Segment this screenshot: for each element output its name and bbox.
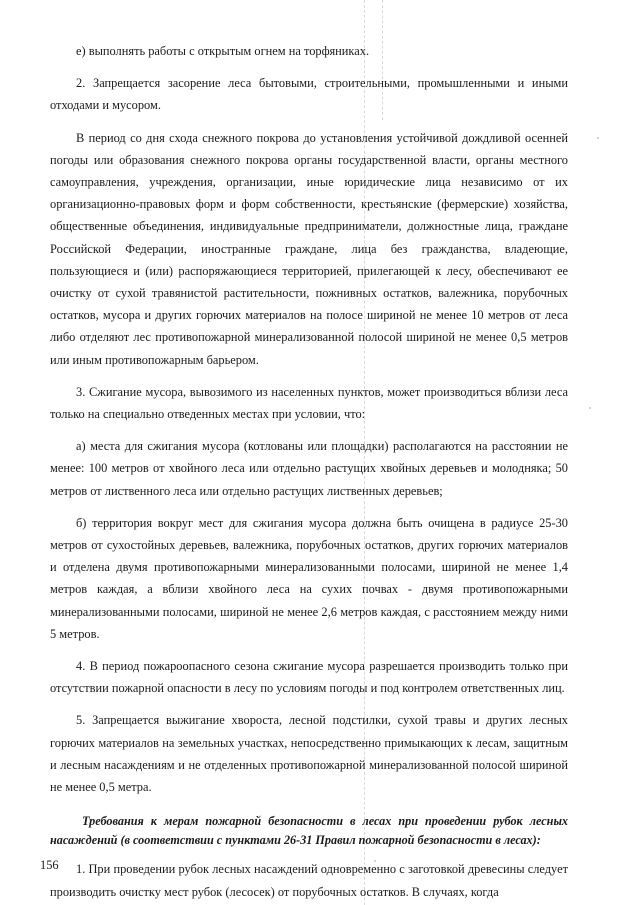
paragraph-3a-distances: а) места для сжигания мусора (котлованы или площадки) располагаются на расстоянии не менее: 100 метров от хвойного леса или отдельно растущих хвойных деревьев и молодняка; 50 метров от лиственного леса или отдельно растущих лиственных деревьев;	[50, 439, 568, 498]
scan-speck	[597, 137, 599, 139]
section-heading-main: Требования к мерам пожарной безопасности в лесах при проведении рубок лесных насаждений	[50, 814, 568, 848]
paragraph-logging-1: 1. При проведении рубок лесных насаждений одновременно с заготовкой древесины следует производить очистку мест рубок (лесосек) от порубочных остатков. В случаях, когда	[50, 862, 568, 899]
paragraph-2-littering: 2. Запрещается засорение леса бытовыми, строительными, промышленными и иными отходами и мусором.	[50, 76, 568, 113]
paragraph-e-peat-fire: е) выполнять работы с открытым огнем на торфяниках.	[76, 44, 370, 58]
section-heading-reference: (в соответствии с пунктами 26-31 Правил пожарной безопасности в лесах):	[120, 833, 541, 848]
document-body	[50, 40, 568, 903]
paragraph-snow-period-clearing: В период со дня схода снежного покрова до установления устойчивой дождливой осенней погоды или образования снежного покрова органы государственной власти, органы местного самоуправления, учреждения, организации, иные юридические лица независимо от их организационно-правовых форм и форм собственности, крестьянские (фермерские) хозяйства, общественные объединения, индивидуальные предприниматели, должностные лица, граждане Российской Федерации, иностранные граждане, лица без гражданства, владеющие, пользующиеся и (или) распоряжающиеся территорией, прилегающей к лесу, обеспечивают ее очистку от сухой травянистой растительности, пожнивных остатков, валежника, порубочных остатков, мусора и других горючих материалов на полосе шириной не менее 10 метров от леса либо отделяют лес противопожарной минерализованной полосой шириной не менее 0,5 метров или иным противопожарным барьером.	[50, 130, 568, 367]
scan-speck	[589, 407, 591, 409]
paragraph-5-no-burning: 5. Запрещается выжигание хвороста, лесной подстилки, сухой травы и других лесных горючих материалов на земельных участках, непосредственно примыкающих к лесам, защитным и лесным насаждениям и не отделенных противопожарной минерализованной полосой шириной не менее 0,5 метра.	[50, 713, 568, 795]
section-heading	[50, 812, 568, 850]
paragraph-4-fire-season: 4. В период пожароопасного сезона сжигание мусора разрешается производить только при отсутствии пожарной опасности в лесу по условиям погоды и под контролем ответственных лиц.	[50, 659, 568, 696]
paragraph-3-burning-waste: 3. Сжигание мусора, вывозимого из населенных пунктов, может производиться вблизи леса только на специально отведенных местах при условии, что:	[50, 384, 568, 422]
page-number: 156	[40, 858, 59, 872]
paragraph-3b-clearing-radius: б) территория вокруг мест для сжигания мусора должна быть очищена в радиусе 25-30 метров от сухостойных деревьев, валежника, порубочных остатков, других горючих материалов и отделена двумя противопожарными минерализованными полосами, шириной не менее 1,4 метров каждая, а вблизи хвойного леса на сухих почвах - двумя противопожарными минерализованными полосами, шириной не менее 2,6 метров каждая, с расстоянием между ними 5 метров.	[50, 515, 568, 641]
